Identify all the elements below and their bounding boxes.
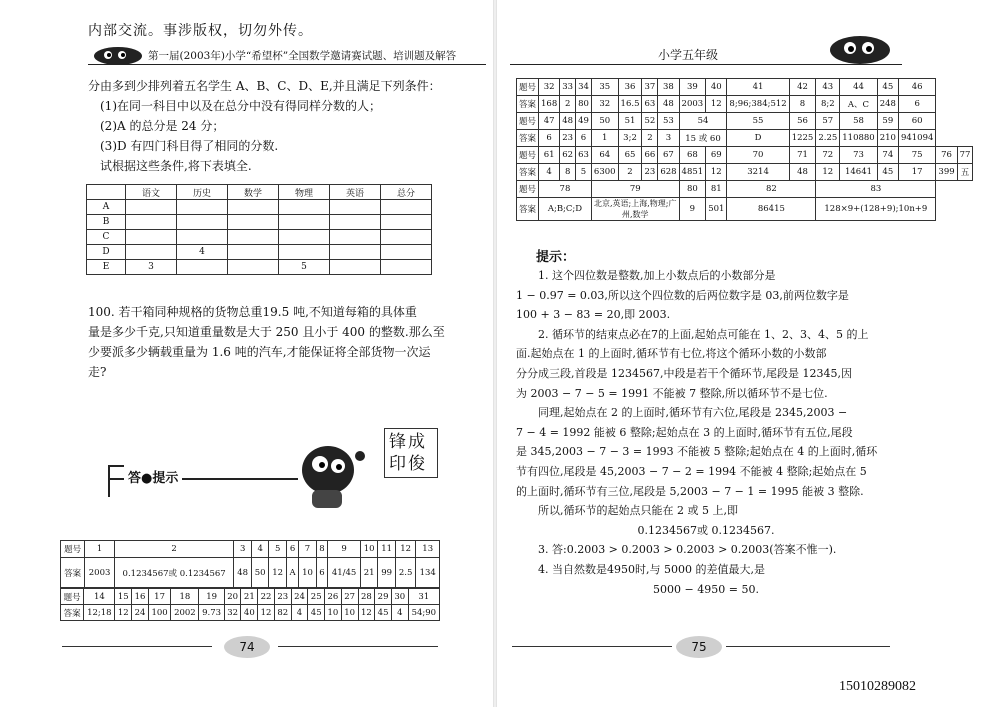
table-cell: 26 <box>325 589 342 605</box>
table-cell: 48 <box>234 558 252 588</box>
table-row <box>87 200 432 215</box>
table-row <box>517 198 973 221</box>
table-cell: 60 <box>898 113 935 130</box>
table-cell <box>228 215 279 230</box>
table-row <box>517 79 973 96</box>
table-cell: 3 <box>234 541 252 558</box>
table-cell <box>279 245 330 260</box>
table-cell: 77 <box>957 147 973 164</box>
table-cell: 48 <box>658 96 679 113</box>
table-cell: 2 <box>642 130 658 147</box>
table-cell: 73 <box>840 147 877 164</box>
table-row <box>517 164 973 181</box>
row-label: C <box>87 230 126 245</box>
row-label: E <box>87 260 126 275</box>
table-cell <box>228 200 279 215</box>
question-line: 100. 若干箱同种规格的货物总重19.5 吨,不知道每箱的具体重 <box>88 305 417 319</box>
hint-line: 0.1234567或 0.1234567. <box>637 523 775 537</box>
table-cell: 47 <box>539 113 560 130</box>
table-cell: 49 <box>576 113 592 130</box>
table-cell: 2 <box>618 164 642 181</box>
table-row <box>61 605 440 621</box>
table-cell: 100 <box>148 605 170 621</box>
table-cell: 3 <box>658 130 679 147</box>
table-header-cell: 总分 <box>381 185 432 200</box>
table-cell: 37 <box>642 79 658 96</box>
table-cell: 12 <box>706 96 727 113</box>
question-line: 量是多少千克,只知道重量数是大于 250 且小于 400 的整数.那么至 <box>88 325 445 339</box>
table-cell: 110880 <box>840 130 877 147</box>
table-cell: 2003 <box>679 96 706 113</box>
table-row <box>61 541 440 558</box>
table-cell: 134 <box>416 558 440 588</box>
hint-line: 的上面时,循环节有三位,尾段是 5,2003 − 7 − 1 = 1995 能被 3 整除. <box>516 484 864 498</box>
table-cell: 86415 <box>727 198 816 221</box>
table-cell: 27 <box>341 589 358 605</box>
table-cell: 6300 <box>591 164 618 181</box>
table-cell: 42 <box>789 79 816 96</box>
answers-table-left-2 <box>60 588 440 621</box>
row-label: 题号 <box>517 181 539 198</box>
table-cell: 6 <box>286 541 298 558</box>
hint-line: 3. 答:0.2003 > 0.2003 > 0.2003 > 0.2003(答案不惟一). <box>538 543 837 557</box>
table-cell <box>126 215 177 230</box>
table-cell: 82 <box>727 181 816 198</box>
table-cell: 81 <box>706 181 727 198</box>
table-cell: 36 <box>618 79 642 96</box>
intro-line: (1)在同一科目中以及在总分中没有得同样分数的人； <box>100 99 382 113</box>
mascot-fish-icon <box>824 32 894 66</box>
book-spine <box>493 0 497 707</box>
table-cell: 8 <box>316 541 328 558</box>
table-cell: 20 <box>224 589 241 605</box>
table-cell: 50 <box>251 558 269 588</box>
right-running-header: 小学五年级 <box>658 48 719 62</box>
hint-line: 分分成三段,首段是 1234567,中段是若干个循环节,尾段是 12345,因 <box>516 366 852 380</box>
table-cell: 32 <box>591 96 618 113</box>
footer-rule <box>512 646 672 647</box>
footer-rule <box>278 646 438 647</box>
table-cell: 70 <box>727 147 789 164</box>
table-row <box>517 181 973 198</box>
table-cell: 99 <box>378 558 396 588</box>
problem-intro <box>88 76 488 176</box>
seal-text: 锋成印俊 <box>389 432 427 474</box>
table-cell: 5 <box>279 260 330 275</box>
hint-line: 为 2003 − 7 − 5 = 1991 不能被 7 整除,所以循环节不是七位. <box>516 386 828 400</box>
table-cell <box>330 200 381 215</box>
table-cell: 79 <box>591 181 679 198</box>
table-row <box>517 147 973 164</box>
table-cell <box>381 215 432 230</box>
table-cell <box>381 230 432 245</box>
table-cell: 23 <box>274 589 291 605</box>
table-cell: 2.25 <box>816 130 840 147</box>
left-running-header: 第一届(2003年)小学“希望杯”全国数学邀请赛试题、培训题及解答 <box>148 50 457 62</box>
hint-line: 1 − 0.97 = 0.03,所以这个四位数的后两位数字是 03,前两位数字是 <box>516 288 849 302</box>
table-cell: 66 <box>642 147 658 164</box>
intro-line: 分由多到少排列着五名学生 A、B、C、D、E,并且满足下列条件： <box>88 79 441 93</box>
table-cell: 53 <box>658 113 679 130</box>
table-cell: 43 <box>816 79 840 96</box>
table-header-cell: 英语 <box>330 185 381 200</box>
table-cell: 16 <box>132 589 149 605</box>
copyright-watermark: 内部交流。事涉版权，切勿外传。 <box>88 23 313 39</box>
row-label: 题号 <box>517 79 539 96</box>
table-row <box>87 230 432 245</box>
table-cell: 6 <box>576 130 592 147</box>
row-label: 题号 <box>61 589 84 605</box>
hint-line: 2. 循环节的结束点必在7的上面,起始点可能在 1、2、3、4、5 的上 <box>538 327 869 341</box>
table-cell: 83 <box>816 181 936 198</box>
table-cell: 40 <box>706 79 727 96</box>
hint-line: 是 345,2003 − 7 − 3 = 1993 不能被 5 整除;起始点在 4 的上面时,循环 <box>516 445 878 459</box>
table-cell: 31 <box>408 589 439 605</box>
row-label: 题号 <box>517 147 539 164</box>
row-label: D <box>87 245 126 260</box>
intro-line: 试根据这些条件,将下表填全. <box>100 159 252 173</box>
table-cell: 16.5 <box>618 96 642 113</box>
table-cell <box>330 230 381 245</box>
hints-title: 提示： <box>536 250 576 265</box>
table-cell: 65 <box>618 147 642 164</box>
table-cell: 14641 <box>840 164 877 181</box>
table-row <box>517 96 973 113</box>
table-cell <box>330 260 381 275</box>
row-label: B <box>87 215 126 230</box>
row-label: 答案 <box>517 96 539 113</box>
table-cell: 51 <box>618 113 642 130</box>
answers-table-left <box>60 540 440 588</box>
table-cell: 25 <box>308 589 325 605</box>
table-cell: 2 <box>560 96 576 113</box>
table-cell: 501 <box>706 198 727 221</box>
table-cell: A <box>286 558 298 588</box>
table-cell: 941094 <box>898 130 935 147</box>
table-cell: 4 <box>391 605 408 621</box>
table-cell: 21 <box>241 589 258 605</box>
table-cell: 12 <box>269 558 287 588</box>
table-cell: 34 <box>576 79 592 96</box>
table-cell: 17 <box>148 589 170 605</box>
row-label: 答案 <box>517 164 539 181</box>
table-cell: 4 <box>291 605 308 621</box>
table-cell: 210 <box>877 130 898 147</box>
table-cell <box>381 200 432 215</box>
table-cell <box>381 260 432 275</box>
table-cell: 44 <box>840 79 877 96</box>
table-cell: 68 <box>679 147 706 164</box>
table-cell: 54 <box>679 113 727 130</box>
row-label: A <box>87 200 126 215</box>
table-cell: 北京,英语;上海,物理;广州,数学 <box>591 198 679 221</box>
table-row <box>61 589 440 605</box>
table-cell: 3 <box>126 260 177 275</box>
table-cell: 6 <box>316 558 328 588</box>
table-cell <box>87 185 126 200</box>
table-cell: 12 <box>358 605 375 621</box>
table-cell: 18 <box>171 589 199 605</box>
intro-line: (3)D 有四门科目得了相同的分数. <box>100 139 279 153</box>
table-cell: 80 <box>576 96 592 113</box>
answers-section-title: 答●提示 <box>124 467 182 486</box>
hint-line: 7 − 4 = 1992 能被 6 整除;起始点在 3 的上面时,循环节有五位,尾段 <box>516 425 853 439</box>
table-cell <box>126 245 177 260</box>
table-cell: 1 <box>591 130 618 147</box>
table-cell <box>279 230 330 245</box>
table-cell: 4 <box>177 245 228 260</box>
table-cell: 128×9+(128+9);10n+9 <box>816 198 936 221</box>
table-cell: 5 <box>576 164 592 181</box>
table-cell: 39 <box>679 79 706 96</box>
table-cell: 13 <box>416 541 440 558</box>
hint-line: 节有四位,尾段是 45,2003 − 7 − 2 = 1994 不能被 4 整除;起始点在 5 <box>516 464 867 478</box>
table-cell: 8 <box>560 164 576 181</box>
table-cell: 76 <box>936 147 957 164</box>
table-cell: 11 <box>378 541 396 558</box>
table-cell: 8;2 <box>816 96 840 113</box>
table-cell: 12 <box>816 164 840 181</box>
table-cell: 64 <box>591 147 618 164</box>
table-cell <box>177 260 228 275</box>
hint-line: 所以,循环节的起始点只能在 2 或 5 上,即 <box>538 504 738 518</box>
table-cell: 2 <box>114 541 234 558</box>
table-cell: 6 <box>539 130 560 147</box>
table-cell: 10 <box>325 605 342 621</box>
table-cell: 30 <box>391 589 408 605</box>
table-cell: 10 <box>299 558 317 588</box>
table-cell: 12 <box>115 605 132 621</box>
table-cell: 24 <box>291 589 308 605</box>
table-cell: 71 <box>789 147 816 164</box>
table-cell: 23 <box>560 130 576 147</box>
table-header-cell: 语文 <box>126 185 177 200</box>
table-cell <box>228 260 279 275</box>
table-cell <box>177 230 228 245</box>
table-cell <box>177 215 228 230</box>
table-cell: 8;96;384;512 <box>727 96 789 113</box>
intro-line: (2)A 的总分是 24 分； <box>100 119 225 133</box>
table-cell <box>126 230 177 245</box>
question-line: 走? <box>88 365 107 379</box>
row-label: 答案 <box>517 198 539 221</box>
table-header-cell: 历史 <box>177 185 228 200</box>
footer-rule <box>62 646 212 647</box>
table-cell: 10 <box>341 605 358 621</box>
table-cell: 五 <box>957 164 973 181</box>
table-cell: 50 <box>591 113 618 130</box>
table-header-cell: 数学 <box>228 185 279 200</box>
section-bracket <box>108 465 124 497</box>
table-cell: 82 <box>274 605 291 621</box>
table-cell: 56 <box>789 113 816 130</box>
table-cell: 4 <box>251 541 269 558</box>
table-cell: 48 <box>789 164 816 181</box>
row-label: 答案 <box>517 130 539 147</box>
table-cell: 168 <box>539 96 560 113</box>
table-cell: 248 <box>877 96 898 113</box>
table-cell: 45 <box>375 605 392 621</box>
table-cell: A、C <box>840 96 877 113</box>
table-cell <box>279 200 330 215</box>
table-cell: 54;90 <box>408 605 439 621</box>
table-cell: 46 <box>898 79 935 96</box>
table-cell: 628 <box>658 164 679 181</box>
table-cell: 52 <box>642 113 658 130</box>
table-cell: 45 <box>877 164 898 181</box>
table-cell: 9.73 <box>199 605 224 621</box>
answers-table-right <box>516 78 973 221</box>
page-number-left: 74 <box>224 636 270 658</box>
score-table <box>86 184 432 275</box>
table-cell <box>126 200 177 215</box>
table-cell: 57 <box>816 113 840 130</box>
table-cell: 12;18 <box>84 605 115 621</box>
page-number-right: 75 <box>676 636 722 658</box>
table-cell <box>279 215 330 230</box>
table-cell: 72 <box>816 147 840 164</box>
table-cell: 40 <box>241 605 258 621</box>
table-cell: 8 <box>789 96 816 113</box>
table-row <box>87 215 432 230</box>
question-line: 少要派多少辆载重量为 1.6 吨的汽车,才能保证将全部货物一次运 <box>88 345 431 359</box>
table-cell: 45 <box>877 79 898 96</box>
table-cell: 22 <box>258 589 275 605</box>
table-cell: 10 <box>360 541 378 558</box>
table-cell: 41 <box>727 79 789 96</box>
table-cell: 15 或 60 <box>679 130 727 147</box>
table-cell: 67 <box>658 147 679 164</box>
table-cell: 63 <box>576 147 592 164</box>
table-cell: 74 <box>877 147 898 164</box>
row-label: 题号 <box>61 541 85 558</box>
table-cell <box>228 230 279 245</box>
seal-stamp <box>384 428 438 478</box>
hint-line: 面.起始点在 1 的上面时,循环节有七位,将这个循环小数的小数部 <box>516 347 827 361</box>
hints-body <box>516 266 896 599</box>
table-cell <box>228 245 279 260</box>
table-cell: 29 <box>375 589 392 605</box>
table-cell: 12 <box>706 164 727 181</box>
table-cell: 12 <box>258 605 275 621</box>
table-cell: 55 <box>727 113 789 130</box>
table-cell: 48 <box>560 113 576 130</box>
row-label: 答案 <box>61 558 85 588</box>
table-cell: 61 <box>539 147 560 164</box>
row-label: 答案 <box>61 605 84 621</box>
phone-number: 15010289082 <box>839 679 916 694</box>
hint-line: 100 + 3 − 83 = 20,即 2003. <box>516 308 671 322</box>
table-cell: 1 <box>85 541 114 558</box>
table-cell: 69 <box>706 147 727 164</box>
question-100 <box>88 302 490 382</box>
table-cell: 2.5 <box>395 558 416 588</box>
table-header-cell: 物理 <box>279 185 330 200</box>
header-rule <box>88 64 486 65</box>
table-cell: 7 <box>299 541 317 558</box>
table-cell: 399 <box>936 164 957 181</box>
table-cell: 62 <box>560 147 576 164</box>
table-cell: 9 <box>679 198 706 221</box>
table-cell: 59 <box>877 113 898 130</box>
table-cell: 1225 <box>789 130 816 147</box>
hint-line: 5000 − 4950 = 50. <box>653 582 759 596</box>
table-cell: 3214 <box>727 164 789 181</box>
table-cell: 19 <box>199 589 224 605</box>
hint-line: 4. 当自然数是4950时,与 5000 的差值最大,是 <box>538 562 765 576</box>
table-row <box>87 245 432 260</box>
table-cell: 24 <box>132 605 149 621</box>
table-cell: 63 <box>642 96 658 113</box>
table-cell: 14 <box>84 589 115 605</box>
table-cell <box>177 200 228 215</box>
table-cell: 41/45 <box>328 558 361 588</box>
table-cell: 75 <box>898 147 935 164</box>
table-cell: 9 <box>328 541 361 558</box>
table-cell: 4851 <box>679 164 706 181</box>
table-cell: 12 <box>395 541 416 558</box>
table-row <box>87 185 432 200</box>
table-cell: 3;2 <box>618 130 642 147</box>
table-cell <box>330 245 381 260</box>
table-cell <box>330 215 381 230</box>
table-row <box>87 260 432 275</box>
table-cell: 6 <box>898 96 935 113</box>
table-row <box>517 113 973 130</box>
mascot-character-icon <box>290 430 380 512</box>
table-cell: A;B;C;D <box>539 198 592 221</box>
table-cell: 35 <box>591 79 618 96</box>
table-cell: 23 <box>642 164 658 181</box>
table-cell: 0.1234567或 0.1234567 <box>114 558 234 588</box>
mascot-fish-icon <box>92 44 144 66</box>
table-cell: 32 <box>539 79 560 96</box>
table-cell: D <box>727 130 789 147</box>
table-row <box>61 558 440 588</box>
table-cell: 2002 <box>171 605 199 621</box>
table-cell: 5 <box>269 541 287 558</box>
footer-rule <box>726 646 890 647</box>
table-cell: 78 <box>539 181 592 198</box>
table-cell <box>381 245 432 260</box>
table-cell: 38 <box>658 79 679 96</box>
table-cell: 15 <box>115 589 132 605</box>
table-cell: 17 <box>898 164 935 181</box>
table-cell: 33 <box>560 79 576 96</box>
row-label: 题号 <box>517 113 539 130</box>
hint-line: 1. 这个四位数是整数,加上小数点后的小数部分是 <box>538 269 776 282</box>
table-row <box>517 130 973 147</box>
table-cell: 2003 <box>85 558 114 588</box>
table-cell: 28 <box>358 589 375 605</box>
table-cell: 58 <box>840 113 877 130</box>
table-cell: 4 <box>539 164 560 181</box>
table-cell: 21 <box>360 558 378 588</box>
table-cell: 45 <box>308 605 325 621</box>
table-cell: 80 <box>679 181 706 198</box>
table-cell: 32 <box>224 605 241 621</box>
hint-line: 同理,起始点在 2 的上面时,循环节有六位,尾段是 2345,2003 − <box>538 406 848 420</box>
